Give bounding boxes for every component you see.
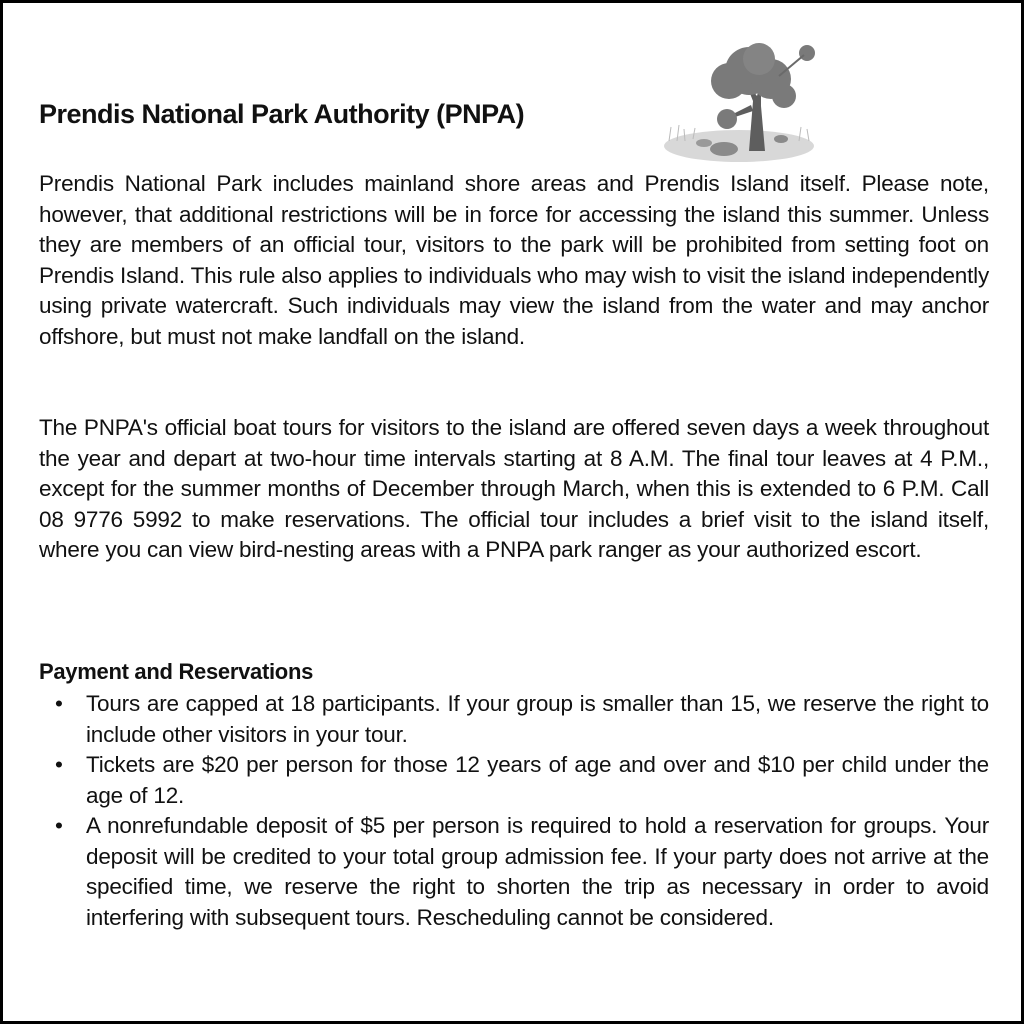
intro-paragraph: Prendis National Park includes mainland shore areas and Prendis Island itself. Please note, however, that additional restrictions will be in force for accessing the island this summer. Unless they are members of an official tour, visitors to the park will be prohibited from setting foot on Prendis Island. This rule also applies to individuals who may wish to visit the island independently using private watercraft. Such individuals may view the island from the water and may anchor offshore, but must not make landfall on the island.	[39, 171, 989, 349]
payment-list	[39, 689, 989, 933]
tree-illustration-icon	[649, 41, 829, 171]
list-item-text: Tickets are $20 per person for those 12 years of age and over and $10 per child under the age of 12.	[86, 752, 989, 808]
page-title: Prendis National Park Authority (PNPA)	[39, 99, 525, 129]
bullet-icon: •	[55, 813, 63, 838]
list-item-text: Tours are capped at 18 participants. If your group is smaller than 15, we reserve the right to include other visitors in your tour.	[86, 691, 989, 747]
tours-paragraph: The PNPA's official boat tours for visitors to the island are offered seven days a week throughout the year and depart at two-hour time intervals starting at 8 A.M. The final tour leaves at 4 P.M., except for the summer months of December through March, when this is extended to 6 P.M. Call 08 9776 5992 to make reservations. The official tour includes a brief visit to the island itself, where you can view bird-nesting areas with a PNPA park ranger as your authorized escort.	[39, 415, 989, 562]
section-heading: Payment and Reservations	[39, 659, 314, 684]
bullet-icon: •	[55, 752, 63, 777]
bullet-icon: •	[55, 691, 63, 716]
list-item-text: A nonrefundable deposit of $5 per person is required to hold a reservation for groups. Your deposit will be credited to your total group admission fee. If your party does not arrive at the specified time, we reserve the right to shorten the trip as necessary in order to avoid interfering with subsequent tours. Rescheduling cannot be considered.	[86, 813, 989, 930]
list-item	[39, 750, 989, 811]
list-item	[39, 689, 989, 750]
list-item	[39, 811, 989, 933]
